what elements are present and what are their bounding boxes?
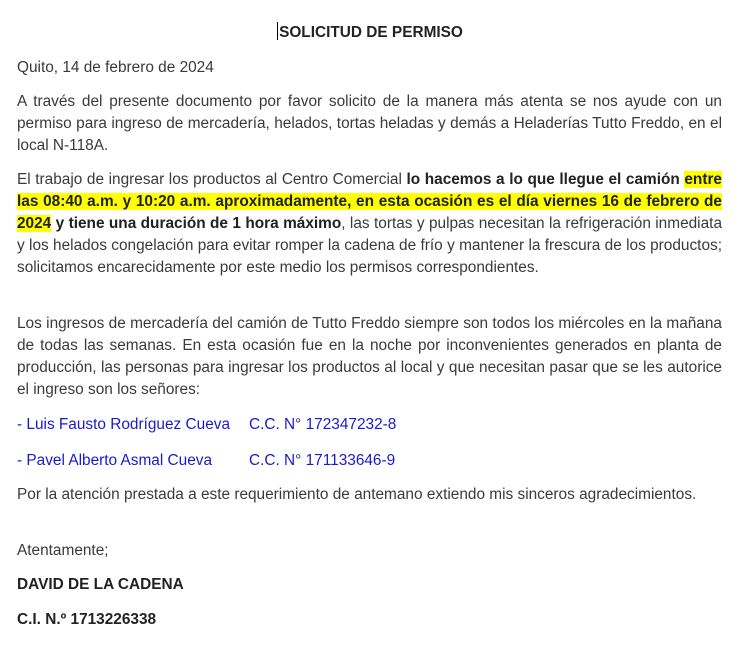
schedule-bold-text: lo hacemos a lo que llegue el camión bbox=[406, 171, 685, 188]
person-id: C.C. N° 171133646-9 bbox=[249, 452, 396, 469]
person-id: C.C. N° 172347232-8 bbox=[249, 416, 397, 433]
paragraph-intro: A través del presente documento por favor solicito de la manera más atenta se nos ayude con un permiso para ingreso de mercadería, helados, tortas heladas y demás a Heladerías Tutto Freddo, en el local N-118A. bbox=[17, 93, 722, 154]
person-name: - Pavel Alberto Asmal Cueva bbox=[17, 452, 213, 469]
paragraph-people: Los ingresos de mercadería del camión de Tutto Freddo siempre son todos los miércoles en la mañana de todas las semanas. En esta ocasión fue en la noche por inconvenientes generados en planta de producción, las personas para ingresar los productos al local y que necesitan pasar que se les autorice el ingreso son los señores: bbox=[17, 315, 722, 398]
document-title: SOLICITUD DE PERMISO bbox=[279, 24, 463, 41]
schedule-duration-text: y tiene una duración de 1 hora máximo bbox=[51, 215, 342, 232]
person-row bbox=[17, 450, 722, 472]
signer-name: DAVID DE LA CADENA bbox=[17, 576, 184, 593]
person-name: - Luis Fausto Rodríguez Cueva bbox=[17, 416, 231, 433]
closing-line: Atentamente; bbox=[17, 542, 109, 559]
paragraph-thanks: Por la atención prestada a este requerimiento de antemano extiendo mis sinceros agradecimientos. bbox=[17, 486, 697, 503]
schedule-intro-text: El trabajo de ingresar los productos al Centro Comercial bbox=[17, 171, 407, 188]
schedule-highlighted-text: entre las 08:40 a.m. y 10:20 a.m. aproximadamente, en esta ocasión es el día viernes 16 de febrero de 2024 bbox=[17, 171, 722, 232]
text-cursor bbox=[277, 22, 278, 40]
document-title-line bbox=[0, 22, 740, 44]
signer-id: C.I. N.º 1713226338 bbox=[17, 611, 157, 628]
date-line: Quito, 14 de febrero de 2024 bbox=[17, 59, 214, 76]
person-row bbox=[17, 414, 722, 436]
schedule-rest-text: , las tortas y pulpas necesitan la refrigeración inmediata y los helados congelación para evitar romper la cadena de frío y mantener la frescura de los productos; solicitamos encarecidamente por este medio los permisos correspondientes. bbox=[17, 215, 723, 276]
paragraph-schedule bbox=[17, 169, 722, 279]
